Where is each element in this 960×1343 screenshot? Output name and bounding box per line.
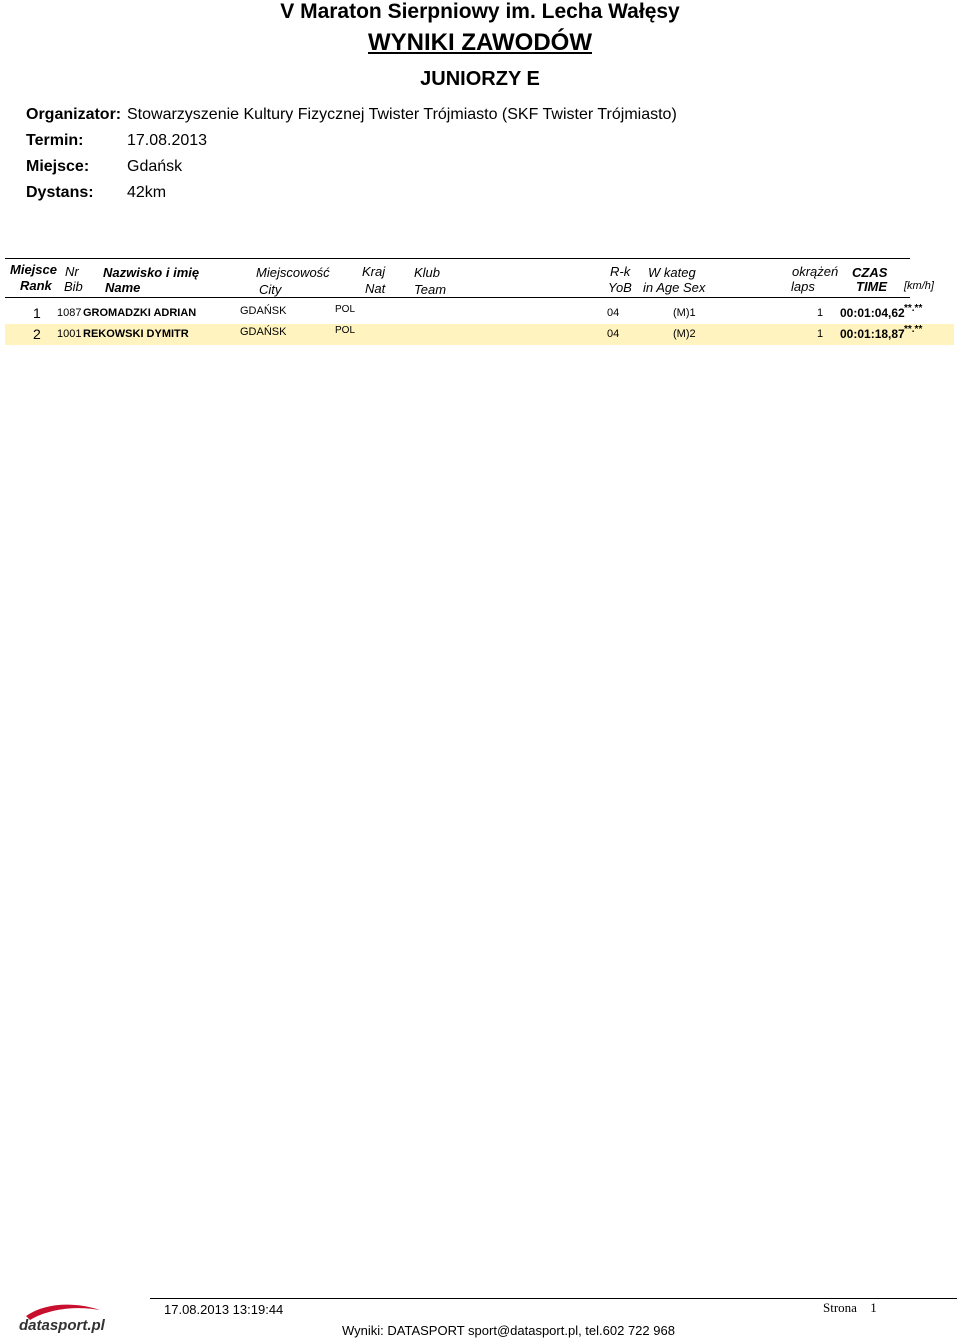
table-row [5,303,954,324]
col-yob-pl: R-k [610,264,631,279]
date-label: Termin: [26,132,84,149]
table-row [5,324,954,345]
footer-contact: Wyniki: DATASPORT sport@datasport.pl, tel.602 722 968 [342,1323,675,1338]
header-bottom-rule [5,297,910,298]
cell-rank: 2 [33,326,41,342]
cell-yob: 04 [607,307,620,319]
category-title: JUNIORZY E [420,68,540,90]
cell-bib: 1001 [57,328,82,340]
cell-time: 00:01:18,87 [840,327,905,341]
col-time-pl: CZAS [852,265,888,280]
col-team-en: Team [414,282,447,297]
footer-page [823,1300,877,1316]
cell-yob: 04 [607,328,620,340]
organizer-value: Stowarzyszenie Kultury Fizycznej Twister Trójmiasto (SKF Twister Trójmiasto) [127,106,677,123]
col-laps-pl: okrążeń [792,264,839,279]
col-speed-unit: [km/h] [904,280,934,292]
col-bib-pl: Nr [65,264,79,279]
col-name-pl: Nazwisko i imię [103,265,200,280]
col-cat-en: in Age Sex [643,280,706,295]
cell-speed: **.** [904,303,923,314]
cell-rank: 1 [33,305,41,321]
cell-time: 00:01:04,62 [840,306,905,320]
cell-laps: 1 [817,307,824,319]
col-rank-en: Rank [20,278,52,293]
page-label: Strona [823,1300,857,1315]
col-cat-pl: W kateg [648,265,696,280]
datasport-logo [16,1300,106,1340]
logo-text: datasport.pl [19,1317,105,1334]
organizer-label: Organizator: [26,106,122,123]
footer-rule [150,1298,957,1299]
col-rank-pl: Miejsce [10,262,57,277]
cell-nat: POL [335,304,356,315]
results-title: WYNIKI ZAWODÓW [368,29,592,56]
col-nat-en: Nat [365,281,386,296]
col-bib-en: Bib [64,279,83,294]
cell-name: REKOWSKI DYMITR [83,328,189,340]
cell-nat: POL [335,325,356,336]
col-team-pl: Klub [414,265,441,280]
cell-category: (M)2 [673,328,696,340]
place-label: Miejsce: [26,158,90,175]
cell-speed: **.** [904,324,923,335]
header-top-rule [5,258,910,259]
cell-city: GDAŃSK [240,305,287,317]
place-value: Gdańsk [127,158,183,175]
col-city-pl: Miejscowość [256,265,330,280]
footer-printed-date: 17.08.2013 13:19:44 [164,1302,284,1317]
col-nat-pl: Kraj [362,264,386,279]
cell-bib: 1087 [57,307,82,319]
col-city-en: City [259,282,282,297]
cell-city: GDAŃSK [240,326,287,338]
event-title: V Maraton Sierpniowy im. Lecha Wałęsy [280,0,680,23]
cell-category: (M)1 [673,307,696,319]
page-number: 1 [870,1300,877,1315]
distance-value: 42km [127,184,167,201]
col-laps-en: laps [791,279,815,294]
date-value: 17.08.2013 [127,132,208,149]
distance-label: Dystans: [26,184,94,201]
cell-laps: 1 [817,328,824,340]
col-yob-en: YoB [608,280,632,295]
col-time-en: TIME [856,279,888,294]
col-name-en: Name [105,280,141,295]
cell-name: GROMADZKI ADRIAN [83,307,197,319]
